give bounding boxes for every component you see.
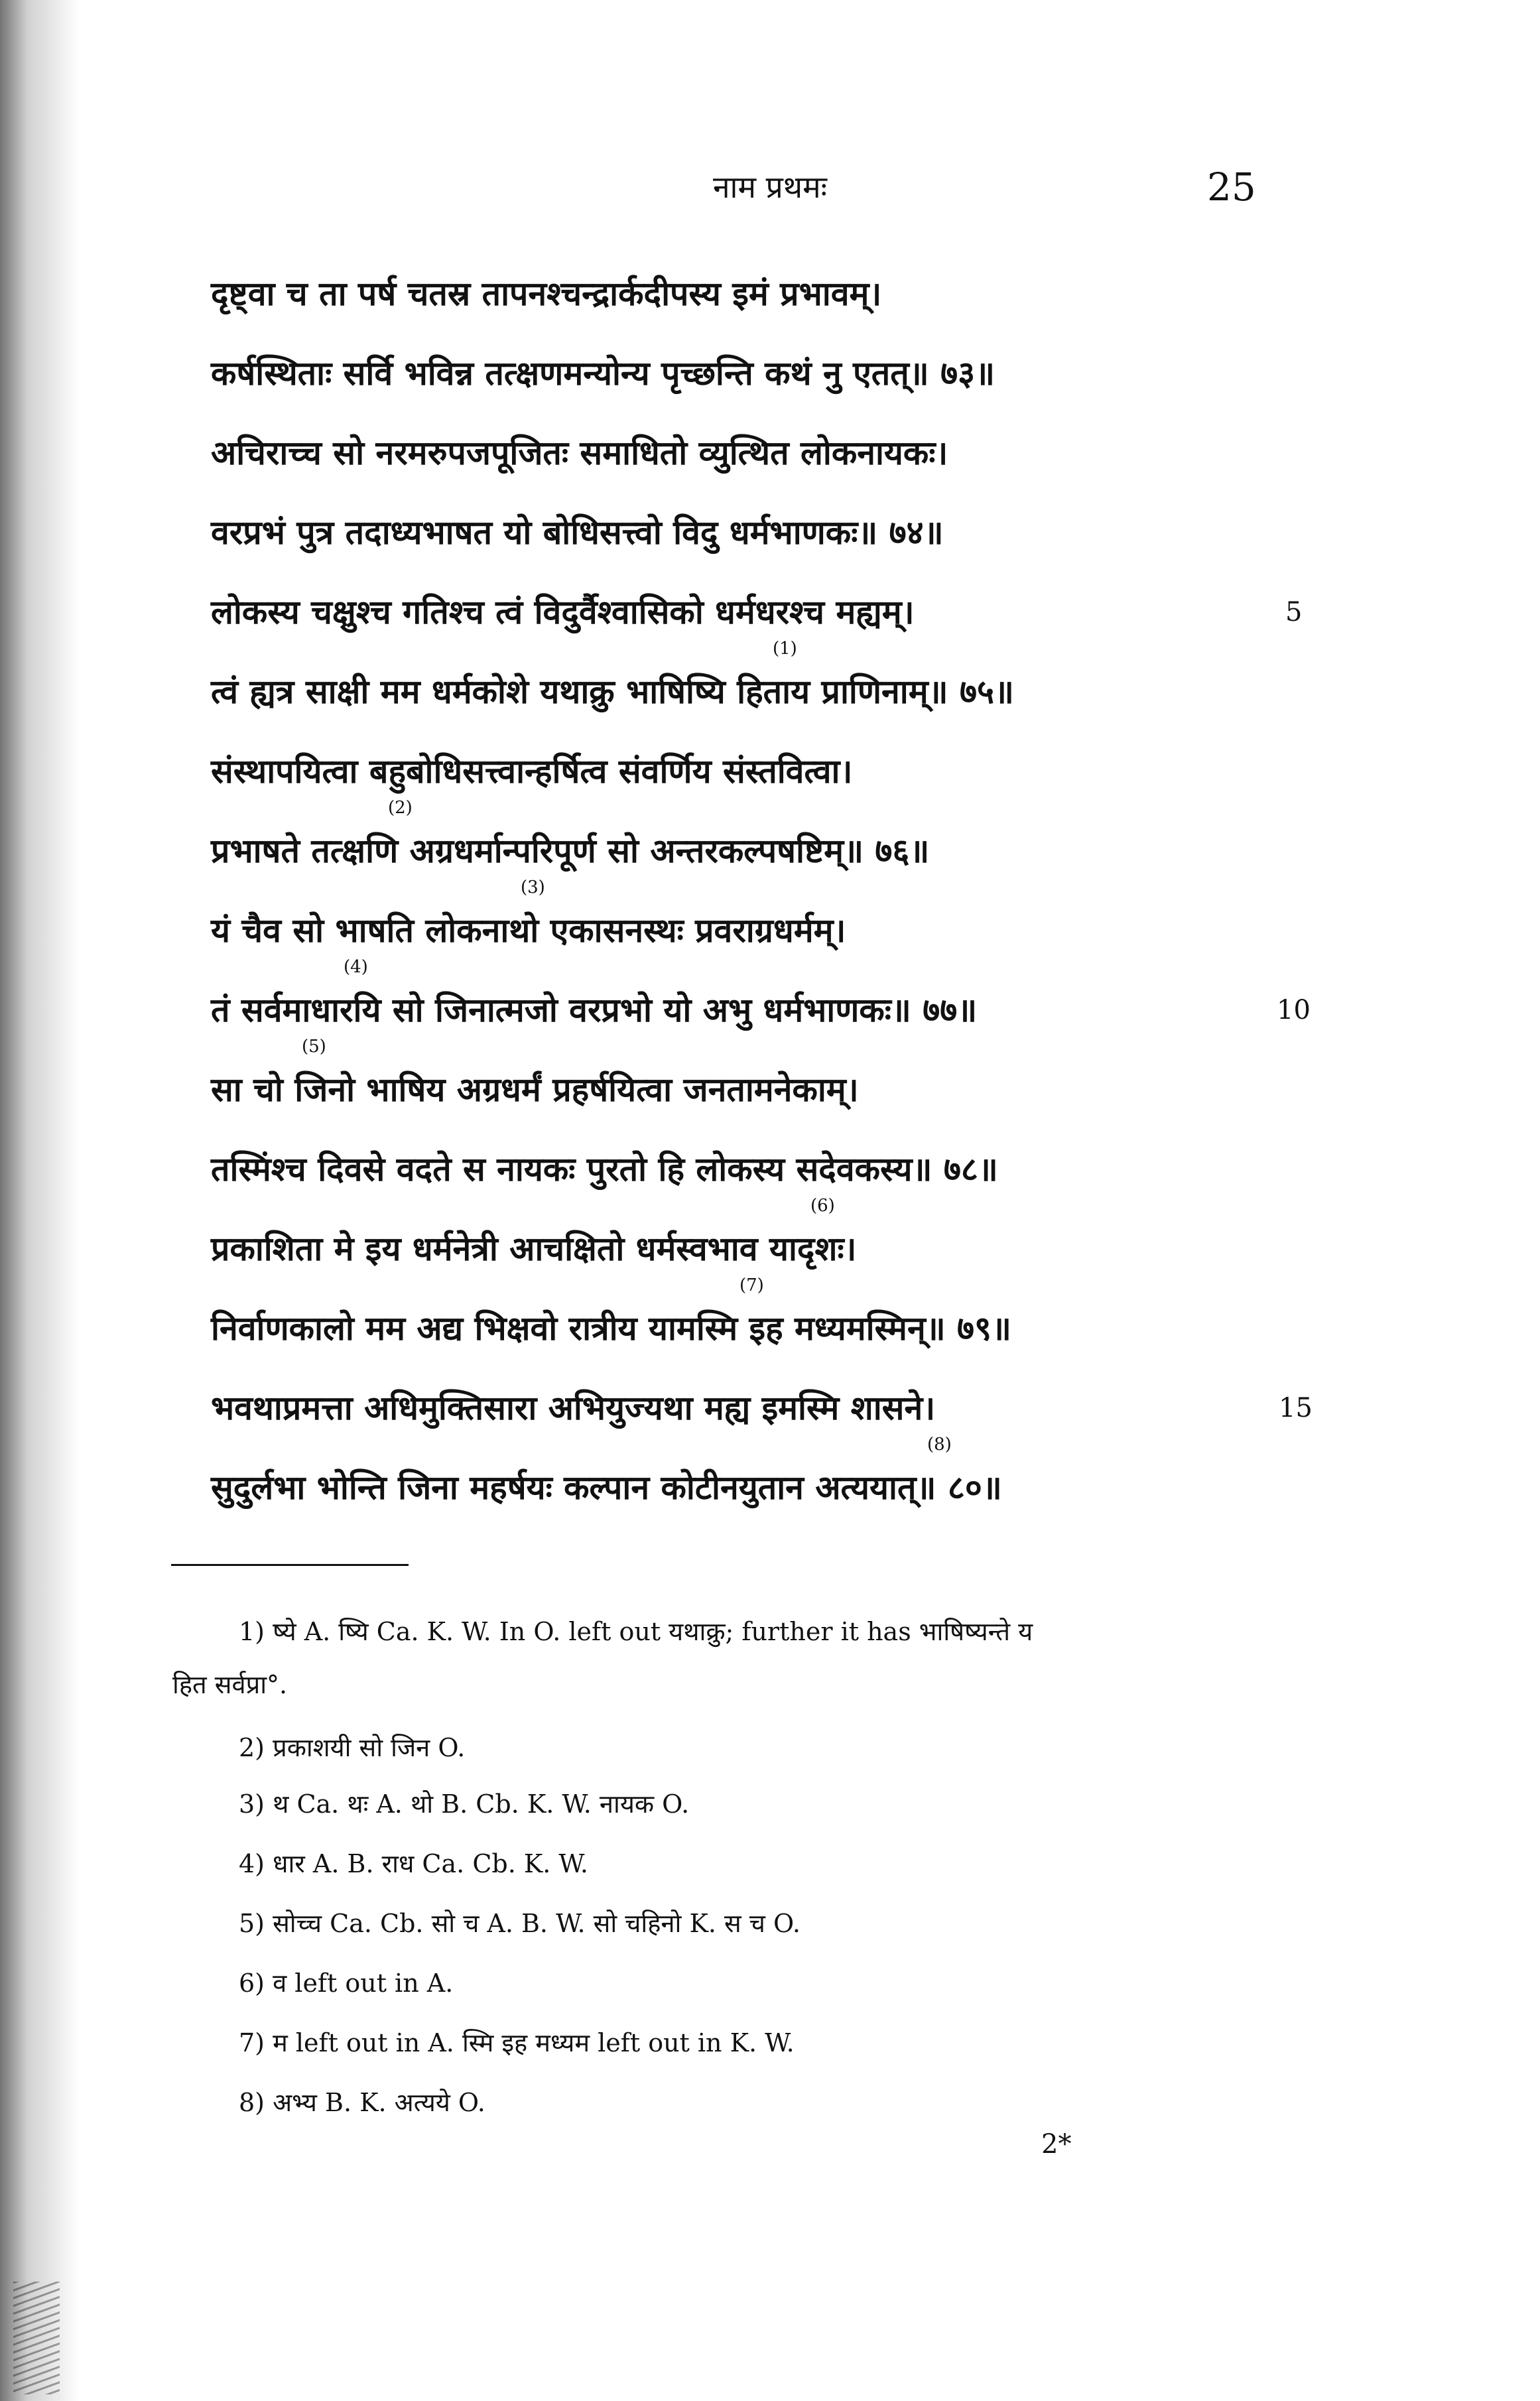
line-number: 15 xyxy=(1279,1393,1313,1423)
verse-line: अचिराच्च सो नरमरुपजपूजितः समाधितो व्युत्थित लोकनायकः। xyxy=(211,433,948,472)
verse-line: तस्मिंश्च दिवसे वदते स नायकः पुरतो हि लोकस्य सदेवकस्य॥ ७८॥ xyxy=(211,1149,998,1189)
footnote: 6) व left out in A. xyxy=(239,1969,454,1998)
footnote: हित सर्वप्रा°. xyxy=(172,1670,288,1699)
verse-line: सुदुर्लभा भोन्ति जिना महर्षयः कल्पान कोटीनयुतान अत्ययात्॥ ८०॥ xyxy=(211,1468,1002,1507)
signature-mark: 2* xyxy=(1041,2129,1072,2160)
footnote-marker: (2) xyxy=(388,798,413,818)
footnote: 1) ष्ये A. ष्यि Ca. K. W. In O. left out यथाक्रु; further it has भाषिष्यन्ते य xyxy=(239,1617,1033,1646)
footnote-marker: (5) xyxy=(302,1037,326,1057)
line-number: 10 xyxy=(1277,995,1311,1025)
verse-line: संस्थापयित्वा बहुबोधिसत्त्वान्हर्षित्व संवर्णिय संस्तवित्वा। xyxy=(211,751,853,791)
footnote-marker: (4) xyxy=(344,957,368,977)
verse-line: दृष्ट्वा च ता पर्ष चतस्र तापनश्चन्द्रार्कदीपस्य इमं प्रभावम्। xyxy=(211,274,882,313)
verse-line: निर्वाणकालो मम अद्य भिक्षवो रात्रीय यामस्मि इह मध्यमस्मिन्॥ ७९॥ xyxy=(211,1309,1012,1348)
verse-line: यं चैव सो भाषति लोकनाथो एकासनस्थः प्रवराग्रधर्मम्। xyxy=(211,911,846,950)
footnote-marker: (3) xyxy=(521,877,545,897)
footnote: 3) थ Ca. थः A. थो B. Cb. K. W. नायक O. xyxy=(239,1789,690,1819)
footnote: 8) अभ्य B. K. अत्यये O. xyxy=(239,2088,485,2117)
verse-line: त्वं ह्यत्र साक्षी मम धर्मकोशे यथाक्रु भाषिष्यि हिताय प्राणिनाम्॥ ७५॥ xyxy=(211,672,1014,711)
scan-edge-speck xyxy=(13,2282,60,2394)
line-number: 5 xyxy=(1285,597,1303,627)
verse-line: कर्षस्थिताः सर्वि भविन्न तत्क्षणमन्योन्य पृच्छन्ति कथं नु एतत्॥ ७३॥ xyxy=(211,354,995,393)
verse-line: तं सर्वमाधारयि सो जिनात्मजो वरप्रभो यो अभु धर्मभाणकः॥ ७७॥ xyxy=(211,990,978,1029)
footnote-marker: (7) xyxy=(739,1275,764,1295)
footnote-marker: (6) xyxy=(810,1196,835,1216)
footnote-marker: (1) xyxy=(773,639,797,659)
running-header: नाम प्रथमः xyxy=(713,169,827,205)
footnote: 7) म left out in A. स्मि इह मध्यम left out in K. W. xyxy=(239,2028,795,2057)
verse-line: सा चो जिनो भाषिय अग्रधर्मं प्रहर्षयित्वा जनतामनेकाम्। xyxy=(211,1070,859,1109)
footnote-rule xyxy=(171,1564,409,1566)
verse-line: भवथाप्रमत्ता अधिमुक्तिसारा अभियुज्यथा मह्य इमस्मि शासने। xyxy=(211,1388,936,1427)
verse-line: प्रभाषते तत्क्षणि अग्रधर्मान्परिपूर्ण सो अन्तरकल्पषष्टिम्॥ ७६॥ xyxy=(211,831,930,870)
page-number: 25 xyxy=(1207,164,1256,210)
footnote: 5) सोच्च Ca. Cb. सो च A. B. W. सो चहिनो K. स च O. xyxy=(239,1909,801,1938)
footnote: 2) प्रकाशयी सो जिन O. xyxy=(239,1733,466,1762)
scan-edge-shadow xyxy=(0,0,80,2401)
footnote-marker: (8) xyxy=(927,1435,952,1455)
verse-line: वरप्रभं पुत्र तदाध्यभाषत यो बोधिसत्त्वो विदु धर्मभाणकः॥ ७४॥ xyxy=(211,513,944,552)
verse-line: लोकस्य चक्षुश्च गतिश्च त्वं विदुर्वैश्वासिको धर्मधरश्च मह्यम्। xyxy=(211,592,915,631)
footnote: 4) धार A. B. राध Ca. Cb. K. W. xyxy=(239,1849,588,1878)
verse-line: प्रकाशिता मे इय धर्मनेत्री आचक्षितो धर्मस्वभाव यादृशः। xyxy=(211,1229,857,1268)
